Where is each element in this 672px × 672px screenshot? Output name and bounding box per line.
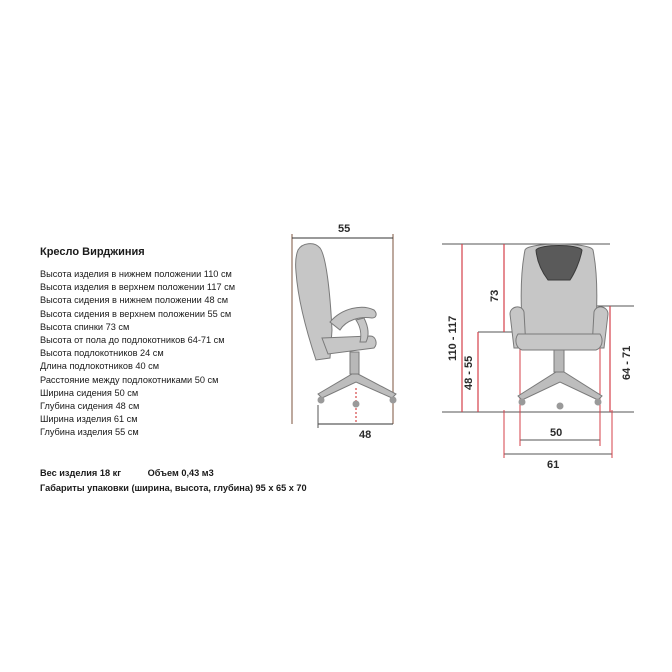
- side-seat: [322, 336, 376, 354]
- side-depth-label: 48: [359, 429, 372, 441]
- side-view: [292, 223, 397, 441]
- spec-line: Длина подлокотников 40 см: [40, 361, 160, 372]
- spec-line: Высота спинки 73 см: [40, 321, 130, 332]
- spec-line: Высота сидения в нижнем положении 48 см: [40, 295, 229, 306]
- front-seat: [516, 334, 602, 350]
- front-gas-lift: [554, 350, 564, 372]
- front-caster: [595, 399, 602, 406]
- volume-text: Объем 0,43 м3: [147, 468, 214, 478]
- weight-text: Вес изделия 18 кг: [40, 468, 122, 478]
- side-caster: [390, 397, 397, 404]
- front-caster: [519, 399, 526, 406]
- seat-width-label: 50: [550, 427, 563, 439]
- spec-line: Расстояние между подлокотниками 50 см: [40, 374, 219, 385]
- side-armrest: [330, 307, 376, 330]
- spec-line: Ширина сидения 50 см: [40, 387, 139, 398]
- front-view: [442, 244, 634, 471]
- package-text: Габариты упаковки (ширина, высота, глубина) 95 x 65 x 70: [40, 483, 307, 493]
- spec-line: Глубина изделия 55 см: [40, 427, 139, 438]
- armrest-height-label: 64 - 71: [621, 345, 633, 380]
- total-height-label: 110 - 117: [447, 315, 459, 361]
- total-width-label: 61: [547, 459, 560, 471]
- front-base: [518, 372, 602, 400]
- spec-line: Высота изделия в верхнем положении 117 см: [40, 282, 236, 293]
- seat-height-label: 48 - 55: [463, 355, 475, 390]
- side-caster: [318, 397, 325, 404]
- spec-line: Высота от пола до подлокотников 64-71 см: [40, 335, 225, 346]
- side-gas-lift: [350, 352, 359, 374]
- spec-line: Высота подлокотников 24 см: [40, 348, 164, 359]
- back-height-label: 73: [489, 289, 501, 302]
- side-caster: [353, 401, 360, 408]
- spec-line: Ширина изделия 61 см: [40, 414, 138, 425]
- side-base: [318, 374, 396, 398]
- spec-line: Глубина сидения 48 см: [40, 401, 140, 412]
- spec-line: Высота сидения в верхнем положении 55 см: [40, 308, 232, 319]
- front-caster: [557, 403, 564, 410]
- side-width-label: 55: [338, 223, 351, 235]
- spec-line: Высота изделия в нижнем положении 110 см: [40, 269, 232, 279]
- product-title: Кресло Вирджиния: [40, 246, 145, 258]
